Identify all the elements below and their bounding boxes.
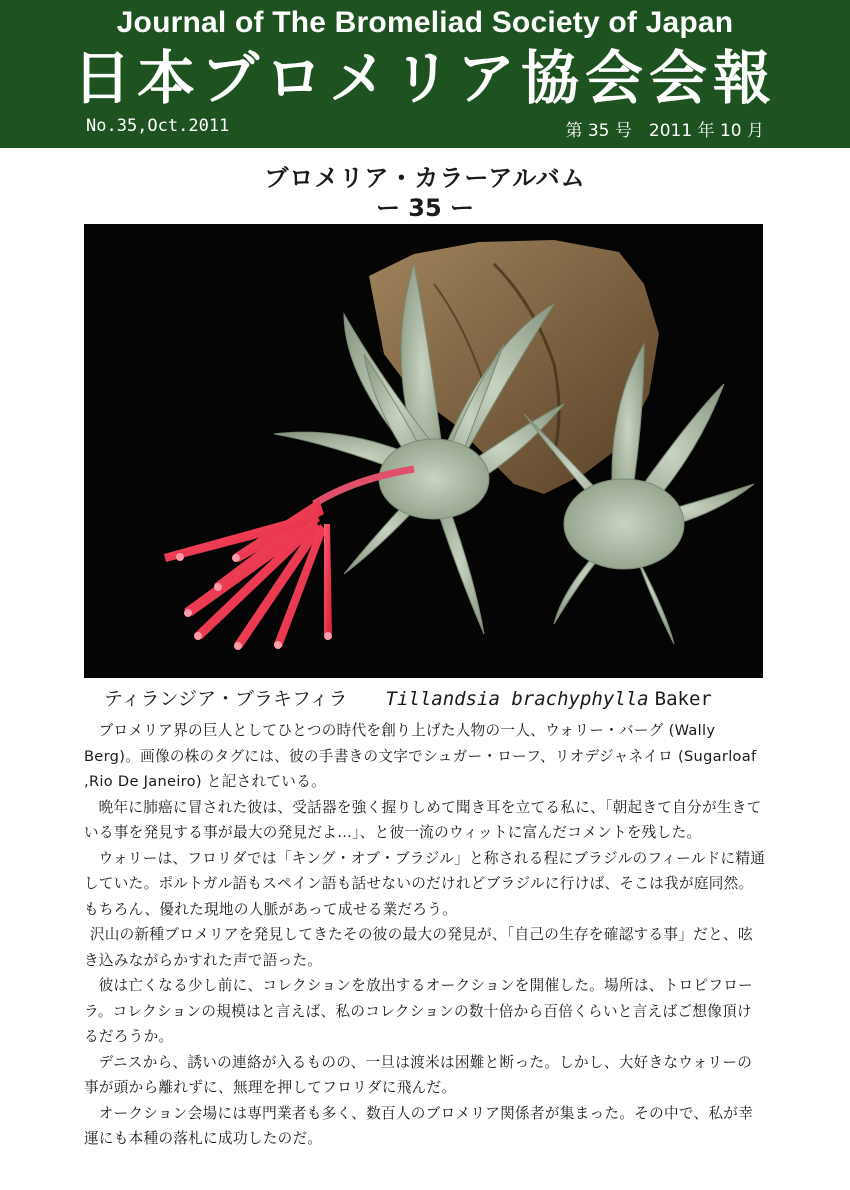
article-number: ー 35 ー xyxy=(375,194,475,222)
paragraph: ブロメリア界の巨人としてひとつの時代を創り上げた人物の一人、ウォリー・バーグ (Wally Berg)。画像の株のタグには、彼の手書きの文字でシュガー・ローフ、リオデジャネイロ (Sugarloaf ,Rio De Janeiro) と記されている。 xyxy=(84,722,757,790)
caption-scientific-name: Tillandsia brachyphylla xyxy=(385,688,649,710)
caption-japanese-name: ティランジア・ブラキフィラ xyxy=(104,688,348,710)
caption-author: Baker xyxy=(654,688,712,710)
paragraph: オークション会場には専門業者も多く、数百人のブロメリア関係者が集まった。その中で、私が幸運にも本種の落札に成功したのだ。 xyxy=(84,1104,754,1147)
issue-number-en: No.35,Oct.2011 xyxy=(86,116,230,136)
journal-title-en: Journal of The Bromeliad Society of Japan xyxy=(116,6,734,39)
paragraph: デニスから、誘いの連絡が入るものの、一旦は渡米は困難と断った。しかし、大好きなウォリーの事が頭から離れずに、無理を押してフロリダに飛んだ。 xyxy=(84,1053,753,1096)
paragraph: 晩年に肺癌に冒された彼は、受話器を強く握りしめて聞き耳を立てる私に、「朝起きて自分が生きている事を発見する事が最大の発見だよ…」、と彼一流のウィットに富んだコメントを残した。 xyxy=(84,798,762,841)
paragraph: 沢山の新種ブロメリアを発見してきたその彼の最大の発見が、「自己の生存を確認する事」だと、呟き込みながらかすれた声で語った。 xyxy=(84,926,753,969)
journal-title-jp: 日本ブロメリア協会会報 xyxy=(72,44,777,112)
article-title: ブロメリア・カラーアルバム xyxy=(264,164,586,192)
paragraph: 彼は亡くなる少し前に、コレクションを放出するオークションを開催した。場所は、トロピフローラ。コレクションの規模はと言えば、私のコレクションの数十倍から百倍くらいと言えばご想像頂けるだろうか。 xyxy=(84,977,754,1045)
plant-photo xyxy=(84,224,763,678)
photo-caption xyxy=(104,684,712,711)
journal-header xyxy=(0,0,850,148)
tillandsia-illustration xyxy=(84,224,763,678)
paragraph: ウォリーは、フロリダでは「キング・オブ・ブラジル」と称される程にブラジルのフィールドに精通していた。ポルトガル語もスペイン語も話せないのだけれどブラジルに行けば、そこは我が庭同然。もちろん、優れた現地の人脈があって成せる業だろう。 xyxy=(84,849,766,918)
article-body xyxy=(84,718,766,1152)
issue-number-jp: 第 35 号 2011 年 10 月 xyxy=(565,121,764,141)
